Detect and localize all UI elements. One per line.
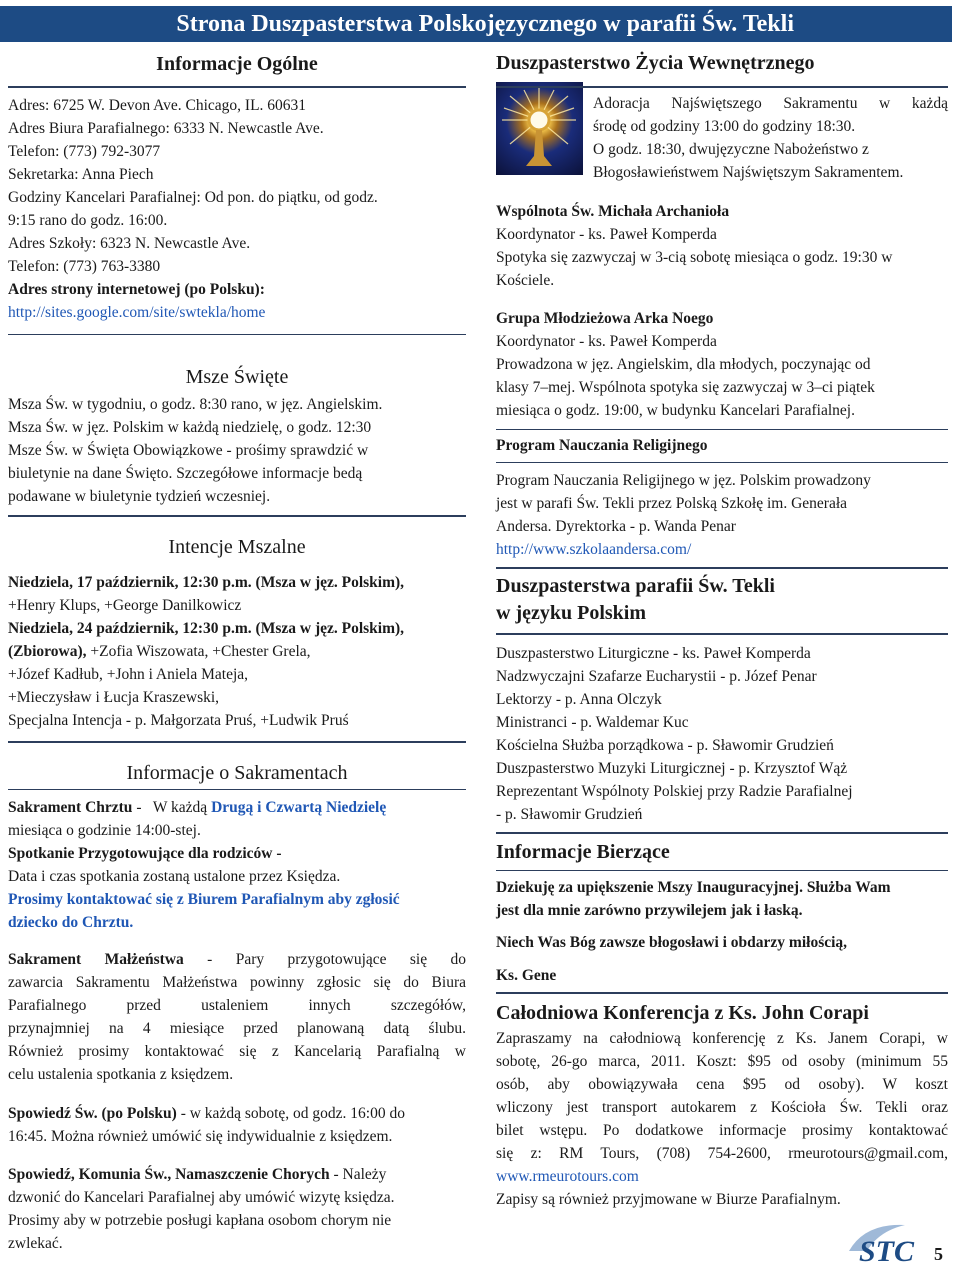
school-label: Adres Szkoły:	[8, 235, 97, 252]
marriage-line	[8, 948, 466, 971]
religion-title: Program Nauczania Religijnego	[496, 437, 708, 454]
phone-value: (773) 792-3077	[63, 143, 161, 160]
adoration-line: środę od godziny 13:00 do godziny 18:30.	[593, 118, 856, 135]
hours-line-2: 9:15 rano do godz. 16:00.	[8, 212, 168, 229]
baptism-text: - W każdą	[132, 799, 212, 816]
noah-line: Koordynator - ks. Paweł Komperda	[496, 333, 717, 350]
intention-line	[8, 640, 466, 663]
meeting-text: Data i czas spotkania zostaną ustalone przez Księdza.	[8, 868, 341, 885]
web-link[interactable]: http://sites.google.com/site/swtekla/home	[8, 304, 266, 321]
ministry-item: Duszpasterstwo Liturgiczne - ks. Paweł Komperda	[496, 645, 811, 662]
baptism-label: Sakrament Chrztu	[8, 799, 133, 816]
intention-line: Niedziela, 24 październik, 12:30 p.m. (Msza w jęz. Polskim),	[8, 620, 405, 637]
marriage-line: przynajmniej na 4 miesiące przed planowaną datą ślubu.	[8, 1020, 466, 1037]
conference-link[interactable]: www.rmeurotours.com	[496, 1168, 639, 1185]
sacraments-title: Informacje o Sakramentach	[126, 762, 348, 784]
intention-line: Niedziela, 17 październik, 12:30 p.m. (Msza w jęz. Polskim),	[8, 574, 405, 591]
marriage-label: Sakrament Małżeństwa	[8, 951, 184, 968]
intention-bold: (Zbiorowa),	[8, 643, 87, 660]
hours-value: Od pon. do piątku, od godz.	[204, 189, 378, 206]
address-value: 6725 W. Devon Ave. Chicago, IL. 60631	[53, 97, 307, 114]
office-label: Adres Biura Parafialnego:	[8, 120, 170, 137]
thanks-line: Dziekuję za upiększenie Mszy Inauguracyjnej. Służba Wam	[496, 879, 891, 896]
info-title: Informacje Ogólne	[156, 53, 318, 75]
conference-line: Zapisy są również przyjmowane w Biurze Parafialnym.	[496, 1191, 841, 1208]
sick-line: Prosimy aby w potrzebie posługi kapłana osobom chorym nie	[8, 1212, 392, 1229]
sick-label: Spowiedź, Komunia Św., Namaszczenie Chorych	[8, 1166, 330, 1183]
ministries-title: Duszpasterstwa parafii Św. Tekli	[496, 575, 775, 597]
office-value: 6333 N. Newcastle Ave.	[173, 120, 324, 137]
hours-label: Godziny Kancelari Parafialnej:	[8, 189, 201, 206]
info-header	[8, 42, 466, 86]
meeting-label: Spotkanie Przygotowujące dla rodziców -	[8, 845, 282, 862]
michael-line: Kościele.	[496, 272, 555, 289]
marriage-line: celu ustalenia spotkania z księdzem.	[8, 1066, 234, 1083]
baptism-contact: Prosimy kontaktować się z Biurem Parafialnym aby zgłosić	[8, 891, 400, 908]
ministry-item: Lektorzy - p. Anna Olczyk	[496, 691, 662, 708]
michael-title: Wspólnota Św. Michała Archanioła	[496, 203, 730, 220]
school-phone-value: (773) 763-3380	[63, 258, 161, 275]
noah-line: Prowadzona w jęz. Angielskim, dla młodych, poczynając od	[496, 356, 871, 373]
ministries-title-2: w języku Polskim	[496, 602, 646, 624]
adoration-line: O godz. 18:30, dwujęzyczne Nabożeństwo z	[593, 141, 869, 158]
hours-line	[8, 186, 466, 209]
school-value: 6323 N. Newcastle Ave.	[100, 235, 251, 252]
mass-line: biuletynie na dane Święto. Szczegółowe informacje bedą	[8, 465, 363, 482]
marriage-text: - Pary przygotowujące się do	[183, 951, 467, 968]
confession-line-2: 16:45. Można również umówić się indywidualnie z księdzem.	[8, 1128, 393, 1145]
intention-text: +Zofia Wiszowata, +Chester Grela,	[86, 643, 311, 660]
marriage-line: Parafialnego przed ustaleniem innych szczegółów,	[8, 997, 466, 1014]
right-column	[496, 42, 948, 1211]
marriage-line: Również prosimy kontaktować się z Kancelarią Parafialną w	[8, 1043, 466, 1060]
conference-line: się z: RM Tours, (708) 754-2600, rmeurotours@gmail.com,	[496, 1145, 948, 1162]
office-line	[8, 117, 466, 140]
ministry-item: - p. Sławomir Grudzień	[496, 806, 643, 823]
school-line	[8, 232, 466, 255]
ministry-item: Kościelna Służba porządkowa - p. Sławomir Grudzień	[496, 737, 834, 754]
secretary-line	[8, 163, 466, 186]
phone-label: Telefon:	[8, 143, 60, 160]
inner-life-title: Duszpasterstwo Życia Wewnętrznego	[496, 52, 815, 74]
ministry-item: Ministranci - p. Waldemar Kuc	[496, 714, 689, 731]
mass-line: Msza Św. w tygodniu, o godz. 8:30 rano, w jęz. Angielskim.	[8, 396, 383, 413]
parish-logo	[845, 1221, 927, 1265]
page-banner: Strona Duszpasterstwa Polskojęzycznego w parafii Św. Tekli	[0, 6, 952, 42]
michael-line: Koordynator - ks. Paweł Komperda	[496, 226, 717, 243]
conference-line: osób, aby obowiązywała cena $95 od osoby). W koszt	[496, 1076, 948, 1093]
conference-line: Zapraszamy na całodniową konferencję z Ks. Janem Corapi, w	[496, 1030, 948, 1047]
ministry-item: Nadzwyczajni Szafarze Eucharystii - p. Józef Penar	[496, 668, 817, 685]
baptism-line	[8, 796, 466, 819]
mass-line: Msza Św. w jęz. Polskim w każdą niedzielę, o godz. 12:30	[8, 419, 372, 436]
signature: Ks. Gene	[496, 967, 557, 984]
intention-line: +Józef Kadłub, +John i Aniela Mateja,	[8, 666, 249, 683]
religion-line: Andersa. Dyrektorka - p. Wanda Penar	[496, 518, 736, 535]
address-line	[8, 94, 466, 117]
religion-line: Program Nauczania Religijnego w jęz. Polskim prowadzony	[496, 472, 871, 489]
secretary-label: Sekretarka:	[8, 166, 79, 183]
blessing-line: Niech Was Bóg zawsze błogosławi i obdarzy miłością,	[496, 934, 848, 951]
school-phone-label: Telefon:	[8, 258, 60, 275]
intention-line: +Henry Klups, +George Danilkowicz	[8, 597, 242, 614]
ministry-item: Reprezentant Wspólnoty Polskiej przy Radzie Parafialnej	[496, 783, 853, 800]
noah-line: miesiąca o godz. 19:00, w budynku Kancelari Parafialnej.	[496, 402, 855, 419]
web-label: Adres strony internetowej (po Polsku):	[8, 281, 265, 298]
conference-line: sobotę, 26-go marca, 2011. Koszt: $95 od osoby (minimum 55	[496, 1053, 948, 1070]
thanks-line: jest dla mnie zarówno przywilejem jak i łaską.	[496, 902, 803, 919]
phone-line	[8, 140, 466, 163]
intention-line: +Mieczysław i Łucja Kraszewski,	[8, 689, 220, 706]
conference-line: bilet wstępu. Po dodatkowe informacje prosimy kontaktować	[496, 1122, 948, 1139]
adoration-line: Adoracja Najświętszego Sakramentu w każdą	[593, 95, 948, 112]
secretary-value: Anna Piech	[81, 166, 154, 183]
religion-link[interactable]: http://www.szkolaandersa.com/	[496, 541, 692, 558]
marriage-line: zawarcia Sakramentu Małżeństwa powinny zgłosic się do Biura	[8, 974, 466, 991]
confession-label: Spowiedź Św. (po Polsku)	[8, 1105, 177, 1122]
address-label: Adres:	[8, 97, 50, 114]
ministry-item: Duszpasterstwo Muzyki Liturgicznej - p. Krzysztof Wąż	[496, 760, 848, 777]
conference-title: Całodniowa Konferencja z Ks. John Corapi	[496, 1002, 869, 1024]
conference-line: wliczony jest transport autokarem z Kościoła Św. Tekli oraz	[496, 1099, 948, 1116]
sick-line: zwlekać.	[8, 1235, 63, 1252]
michael-line: Spotyka się zazwyczaj w 3-cią sobotę miesiąca o godz. 19:30 w	[496, 249, 893, 266]
noah-line: klasy 7–mej. Wspólnota spotyka się zazwyczaj w 3–ci piątek	[496, 379, 875, 396]
left-column	[8, 42, 466, 1255]
sick-text: - Należy	[329, 1166, 387, 1183]
adoration-line: Błogosławieństwem Najświętszym Sakramentem.	[593, 164, 904, 181]
intentions-title: Intencje Mszalne	[168, 536, 306, 558]
school-phone-line	[8, 255, 466, 278]
noah-title: Grupa Młodzieżowa Arka Noego	[496, 310, 714, 327]
baptism-line-2: miesiąca o godzinie 14:00-stej.	[8, 822, 201, 839]
mass-line: Msze Św. w Święta Obowiązkowe - prośimy sprawdzić w	[8, 442, 369, 459]
page-number: 5	[934, 1244, 943, 1264]
logo-text: STC	[859, 1235, 915, 1265]
baptism-days: Drugą i Czwartą Niedzielę	[211, 799, 387, 816]
confession-line	[8, 1102, 466, 1125]
masses-title: Msze Święte	[185, 366, 289, 388]
sick-line	[8, 1163, 466, 1186]
sick-line: dzwonić do Kancelari Parafialnej aby umówić wizytę księdza.	[8, 1189, 395, 1206]
current-title: Informacje Bierzące	[496, 841, 670, 863]
religion-line: jest w parafi Św. Tekli przez Polską Szkołę im. Generała	[496, 495, 848, 512]
confession-text: - w każdą sobotę, od godz. 16:00 do	[176, 1105, 405, 1122]
intention-line: Specjalna Intencja - p. Małgorzata Pruś, +Ludwik Pruś	[8, 712, 349, 729]
inner-life-header	[496, 42, 948, 86]
baptism-contact: dziecko do Chrztu.	[8, 914, 134, 931]
mass-line: podawane w biuletynie tydzień wczesniej.	[8, 488, 271, 505]
